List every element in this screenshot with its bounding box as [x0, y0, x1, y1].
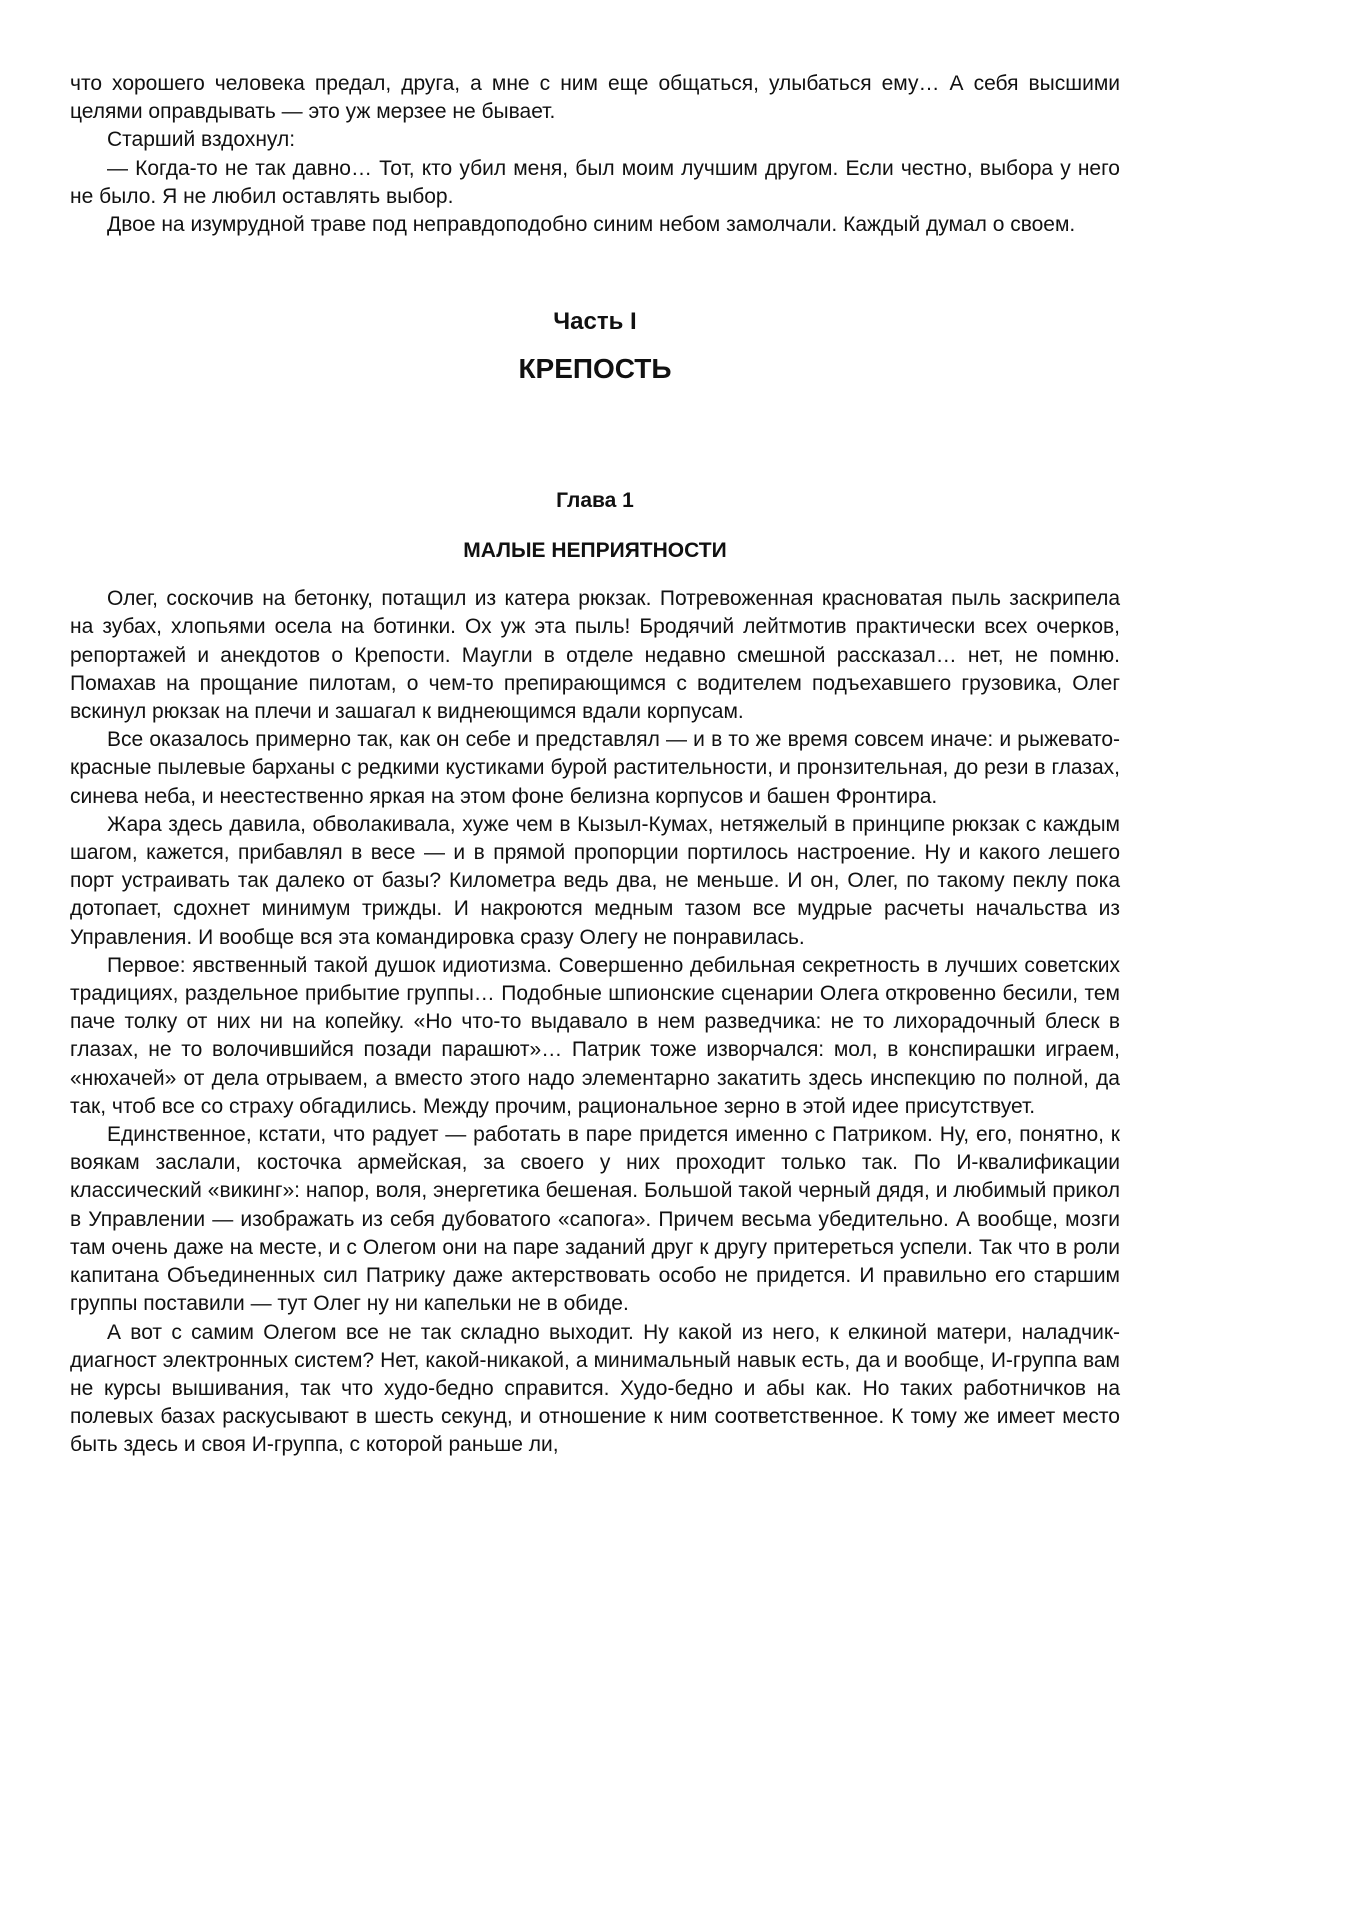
chapter-paragraph: Олег, соскочив на бетонку, потащил из катера рюкзак. Потревоженная красноватая пыль заскрипела на зубах, хлопьями осела на ботинки. Ох уж эта пыль! Бродячий лейтмотив практически всех очерков, репортажей и анекдотов о Крепости. Маугли в отделе недавно смешной рассказал… нет, не помню. Помахав на прощание пилотам, о чем-то препирающимся с водителем подъехавшего грузовика, Олег вскинул рюкзак на плечи и зашагал к виднеющимся вдали корпусам.: [70, 587, 1120, 724]
chapter-title: МАЛЫЕ НЕПРИЯТНОСТИ: [463, 539, 727, 563]
part-heading: Часть I: [553, 308, 637, 336]
chapter-heading: Глава 1: [556, 489, 634, 513]
chapter-paragraph: Все оказалось примерно так, как он себе и представлял — и в то же время совсем иначе: и рыжевато-красные пылевые барханы с редкими кустиками бурой растительности, и пронзительная, до рези в глазах, синева неба, и неестественно яркая на этом фоне белизна корпусов и башен Фронтира.: [70, 728, 1120, 808]
part-title: КРЕПОСТЬ: [518, 353, 672, 385]
chapter-paragraph: А вот с самим Олегом все не так складно выходит. Ну какой из него, к елкиной матери, наладчик-диагност электронных систем? Нет, какой-никакой, а минимальный навык есть, да и вообще, И-группа вам не курсы вышивания, так что худо-бедно справится. Худо-бедно и абы как. Но таких работничков на полевых базах раскусывают в шесть секунд, и отношение к ним соответственное. К тому же имеет место быть здесь и своя И-группа, с которой раньше ли,: [70, 1320, 1120, 1457]
intro-section: [70, 70, 1120, 239]
intro-paragraph: что хорошего человека предал, друга, а мне с ним еще общаться, улыбаться ему… А себя высшими целями оправдывать — это уж мерзее не бывает.: [70, 72, 1120, 124]
intro-paragraph: Двое на изумрудной траве под неправдоподобно синим небом замолчали. Каждый думал о своем.: [107, 213, 1076, 237]
chapter-paragraph: Жара здесь давила, обволакивала, хуже чем в Кызыл-Кумах, нетяжелый в принципе рюкзак с каждым шагом, кажется, прибавлял в весе — и в прямой пропорции портилось настроение. Ну и какого лешего порт устраивать так далеко от базы? Километра ведь два, не меньше. И он, Олег, по такому пеклу пока дотопает, сдохнет минимум трижды. И накроются медным тазом все мудрые расчеты начальства из Управления. И вообще вся эта командировка сразу Олегу не понравилась.: [70, 812, 1120, 949]
document-page: [70, 70, 1120, 1460]
intro-paragraph: Старший вздохнул:: [107, 128, 296, 152]
intro-paragraph: — Когда-то не так давно… Тот, кто убил меня, был моим лучшим другом. Если честно, выбора у него не было. Я не любил оставлять выбор.: [70, 156, 1120, 208]
chapter-body: [70, 585, 1120, 1459]
chapter-paragraph: Единственное, кстати, что радует — работать в паре придется именно с Патриком. Ну, его, понятно, к воякам заслали, косточка армейская, за своего у них проходит только так. По И-квалификации классический «викинг»: напор, воля, энергетика бешеная. Большой такой черный дядя, и любимый прикол в Управлении — изображать из себя дубоватого «сапога». Причем весьма убедительно. А вообще, мозги там очень даже на месте, и с Олегом они на паре заданий друг к другу притереться успели. Так что в роли капитана Объединенных сил Патрику даже актерствовать особо не придется. И правильно его старшим группы поставили — тут Олег ну ни капельки не в обиде.: [70, 1123, 1120, 1316]
chapter-paragraph: Первое: явственный такой душок идиотизма. Совершенно дебильная секретность в лучших советских традициях, раздельное прибытие группы… Подобные шпионские сценарии Олега откровенно бесили, тем паче толку от них ни на копейку. «Но что-то выдавало в нем разведчика: не то лихорадочный блеск в глазах, не то волочившийся позади парашют»… Патрик тоже изворчался: мол, в конспирашки играем, «нюхачей» от дела отрываем, а вместо этого надо элементарно закатить здесь инспекцию по полной, да так, чтоб все со страху обгадились. Между прочим, рациональное зерно в этой идее присутствует.: [70, 953, 1120, 1118]
